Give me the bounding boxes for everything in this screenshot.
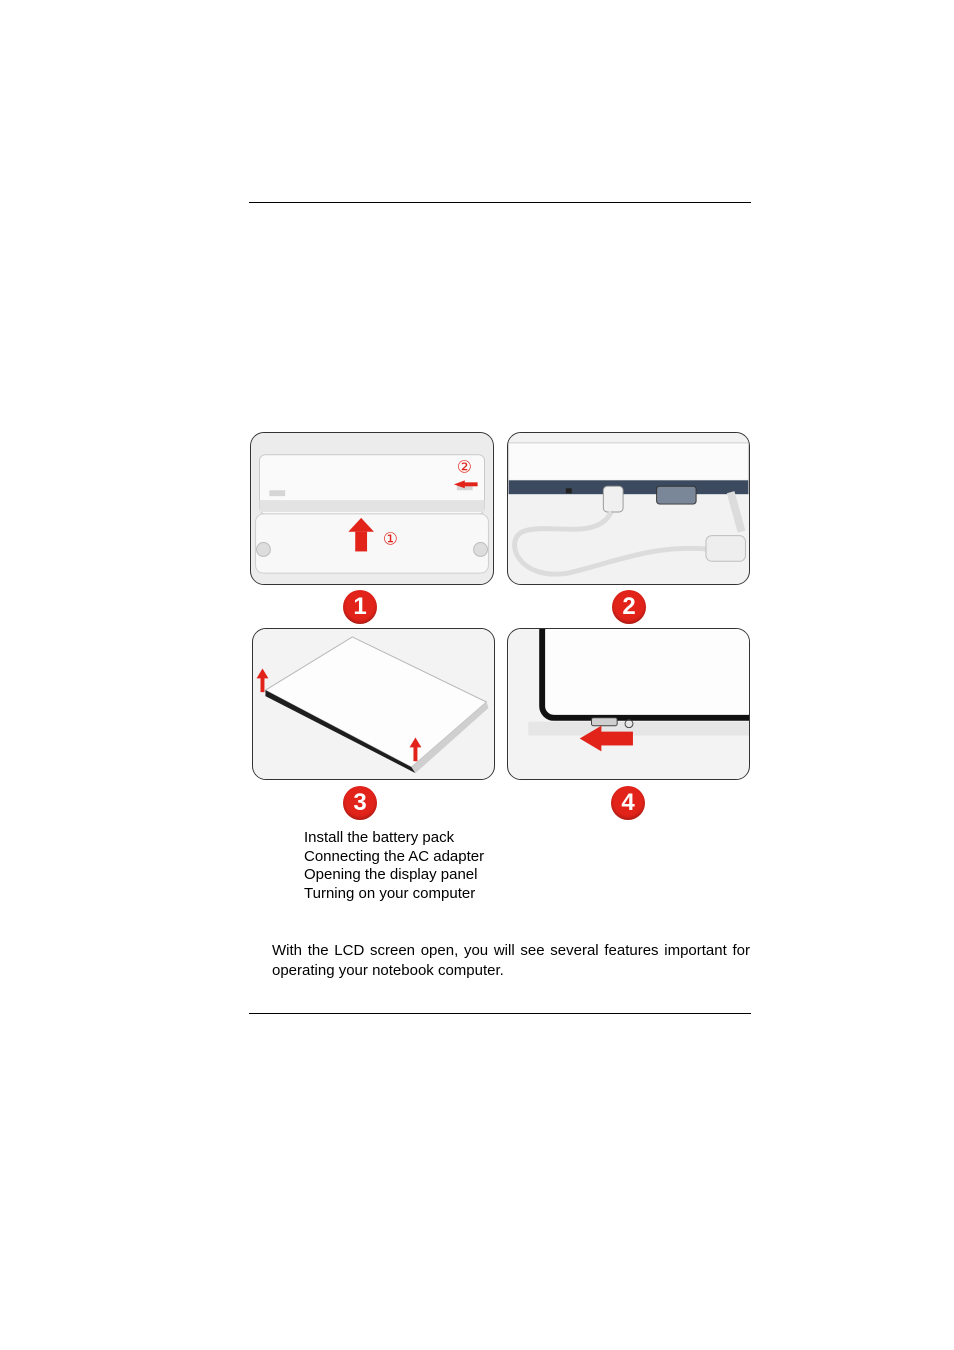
sub-step-1-label: ① [382, 528, 398, 549]
step-caption-list [304, 829, 484, 904]
panel-open-display [252, 628, 495, 780]
power-on-illustration [508, 629, 749, 779]
panel-battery-install [250, 432, 494, 585]
body-paragraph: With the LCD screen open, you will see several features important for operating your notebook computer. [272, 942, 750, 979]
panel-ac-adapter [507, 432, 750, 585]
top-rule [249, 202, 751, 203]
step-badge-1: 1 [343, 590, 377, 624]
step-caption: Turning on your computer [304, 885, 476, 903]
step-badge-2: 2 [612, 590, 646, 624]
sub-step-2-label: ② [456, 456, 472, 477]
ac-adapter-illustration [508, 433, 749, 584]
step-caption: Install the battery pack [304, 829, 455, 846]
bottom-rule [249, 1013, 751, 1014]
step-badge-4: 4 [611, 786, 645, 820]
step-badge-3: 3 [343, 786, 377, 820]
panel-power-on [507, 628, 750, 780]
step-caption: Opening the display panel [304, 866, 478, 884]
open-display-illustration [253, 629, 494, 779]
battery-install-illustration [251, 433, 493, 584]
step-caption: Connecting the AC adapter [304, 847, 485, 865]
